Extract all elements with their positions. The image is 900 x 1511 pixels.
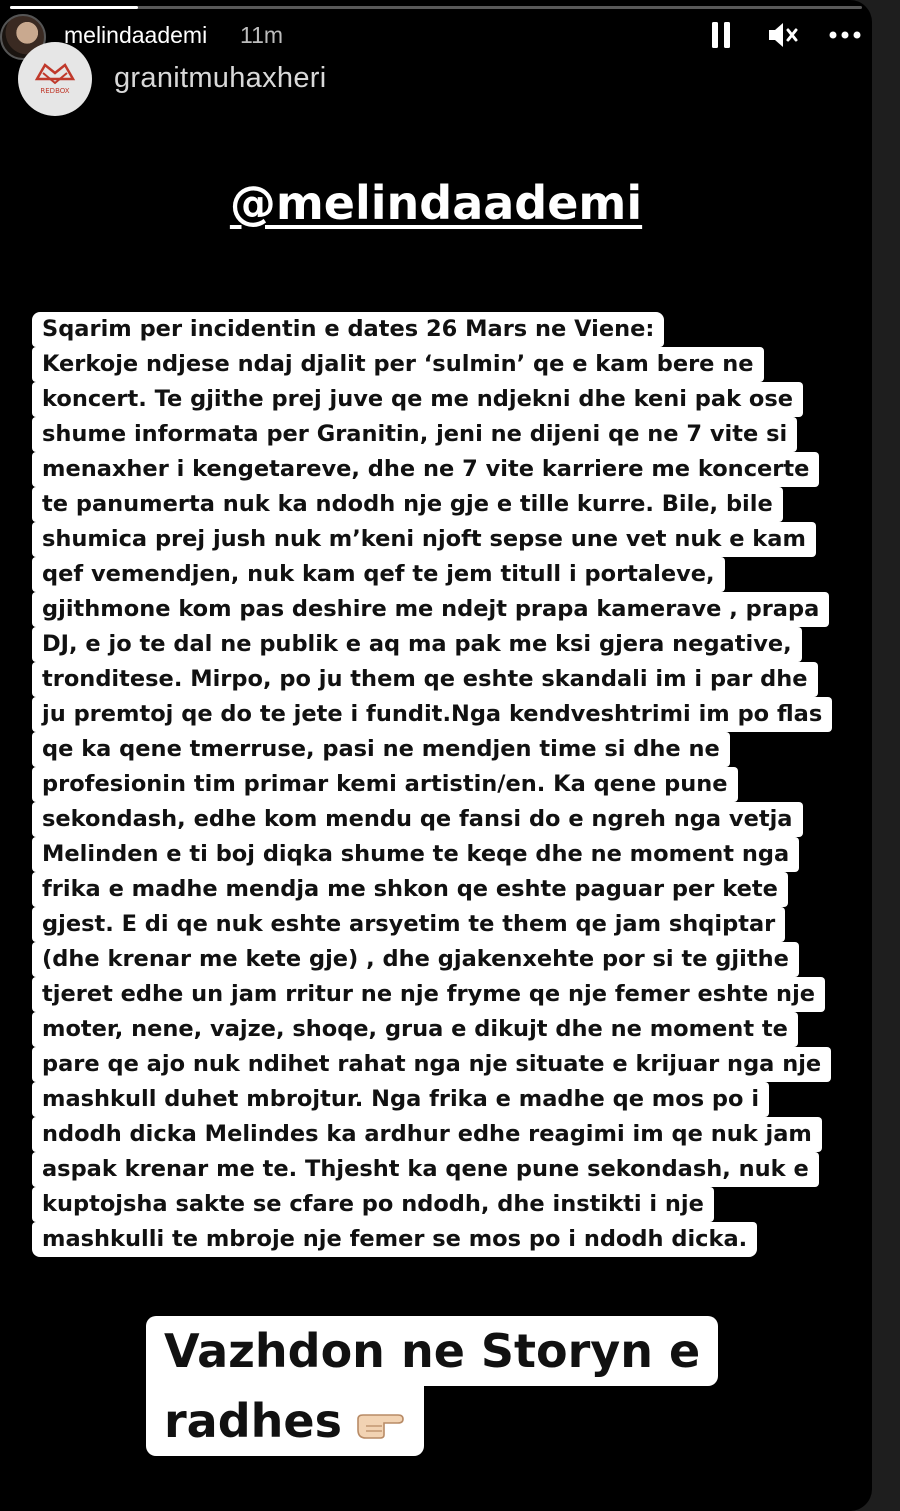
story-text-line: Kerkoje ndjese ndaj djalit per ‘sulmin’ qe e kam bere ne (32, 347, 764, 382)
story-progress-fill (10, 6, 138, 9)
continue-caption (146, 1316, 718, 1456)
story-text-line: mashkulli te mbroje nje femer se mos po i ndodh dicka. (32, 1222, 757, 1257)
logo-text: REDBOX (40, 87, 70, 95)
continue-caption-line (146, 1386, 424, 1456)
story-text-line: qef vemendjen, nuk kam qef te jem titull i portaleve, (32, 557, 725, 592)
story-text-line: moter, nene, vajze, shoqe, grua e dikujt dhe ne moment te (32, 1012, 798, 1047)
story-text-line: ndodh dicka Melindes ka ardhur edhe reagimi im qe nuk jam (32, 1117, 822, 1152)
story-text-line: ju premtoj qe do te jete i fundit.Nga kendveshtrimi im po flas (32, 697, 832, 732)
continue-caption-text: radhes (164, 1394, 342, 1448)
story-text-line: DJ, e jo te dal ne publik e aq ma pak me ksi gjera negative, (32, 627, 802, 662)
story-text-line: aspak krenar me te. Thjesht ka qene pune sekondash, nuk e (32, 1152, 819, 1187)
story-progress-bar (10, 6, 862, 9)
story-text-line: kuptojsha sakte se cfare po ndodh, dhe instikti i nje (32, 1187, 714, 1222)
story-text-line: tronditese. Mirpo, po ju them qe eshte skandali im i par dhe (32, 662, 818, 697)
story-text-line: te panumerta nuk ka ndodh nje gje e tille kurre. Bile, bile (32, 487, 783, 522)
story-text-line: gjest. E di qe nuk eshte arsyetim te them qe jam shqiptar (32, 907, 785, 942)
story-username[interactable]: melindaademi (64, 22, 208, 48)
story-text-line: menaxher i kengetareve, dhe ne 7 vite karriere me koncerte (32, 452, 819, 487)
mention-sticker[interactable]: @melindaademi (229, 176, 643, 230)
mute-button[interactable] (766, 18, 800, 52)
pause-button[interactable] (704, 18, 738, 52)
more-options-button[interactable] (828, 18, 862, 52)
story-text-line: qe ka qene tmerruse, pasi ne mendjen time si dhe ne (32, 732, 730, 767)
story-controls (704, 18, 862, 52)
story-timestamp: 11m (240, 22, 284, 48)
story-text-line: pare qe ajo nuk ndihet rahat nga nje situate e krijuar nga nje (32, 1047, 831, 1082)
story-text-line: tjeret edhe un jam rritur ne nje fryme qe nje femer eshte nje (32, 977, 825, 1012)
story-text-block (32, 312, 872, 1257)
story-text-line: Melinden e ti boj diqka shume te keqe dhe ne moment nga (32, 837, 799, 872)
story-text-line: shumica prej jush nuk m’keni njoft sepse une vet nuk e kam (32, 522, 816, 557)
story-text-line: Sqarim per incidentin e dates 26 Mars ne Viene: (32, 312, 664, 347)
story-text-line: profesionin tim primar kemi artistin/en. Ka qene pune (32, 767, 738, 802)
story-text-line: gjithmone kom pas deshire me ndejt prapa kamerave , prapa (32, 592, 829, 627)
reshare-avatar[interactable] (18, 42, 92, 116)
more-icon (829, 31, 861, 39)
story-text-line: koncert. Te gjithe prej juve qe me ndjekni dhe keni pak ose (32, 382, 803, 417)
reshare-username[interactable]: granitmuhaxheri (114, 62, 327, 94)
pause-icon (710, 21, 732, 49)
redbox-logo (25, 49, 85, 109)
mute-icon (767, 21, 799, 49)
story-text-line: shume informata per Granitin, jeni ne dijeni qe ne 7 vite si (32, 417, 797, 452)
pointing-hand-icon (354, 1390, 406, 1460)
story-text-line: sekondash, edhe kom mendu qe fansi do e ngreh nga vetja (32, 802, 803, 837)
story-text-line: (dhe krenar me kete gje) , dhe gjakenxehte por si te gjithe (32, 942, 799, 977)
story-text-line: frika e madhe mendja me shkon qe eshte paguar per kete (32, 872, 788, 907)
continue-caption-line: Vazhdon ne Storyn e (146, 1316, 718, 1386)
story-text-line: mashkull duhet mbrojtur. Nga frika e madhe qe mos po i (32, 1082, 769, 1117)
